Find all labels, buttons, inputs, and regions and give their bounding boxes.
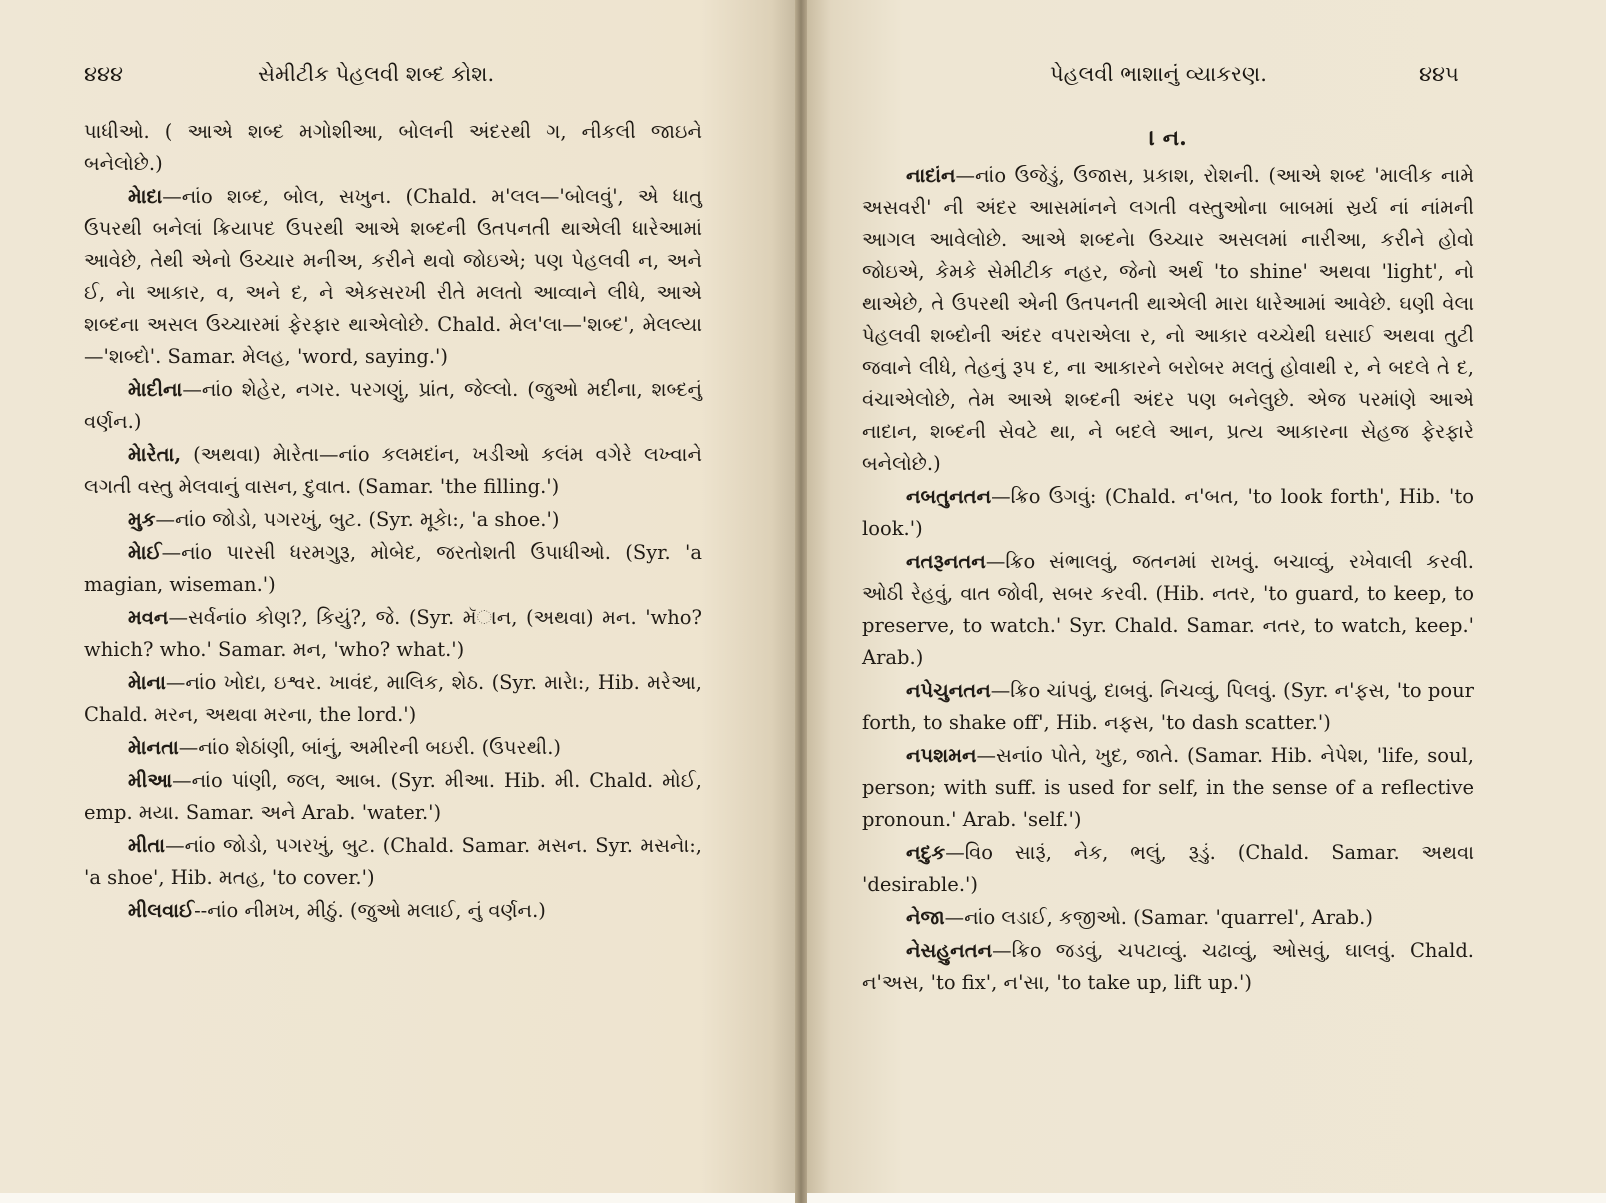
- dictionary-entry: [862, 740, 1474, 836]
- entry-text: —સર્વનાંo કોણ?, કિયું?, જે. (Syr. મૅાન, (અથવા) મન. 'who? which? who.' Samar. મન, 'who? what.'): [84, 606, 702, 661]
- dictionary-entry: [84, 374, 702, 438]
- page-body: [862, 122, 1474, 1000]
- dictionary-entry: [84, 181, 702, 373]
- entry-text: —નાંo શેહેર, નગર. પરગણું, પ્રાંત, જેલ્લો. (જુઓ મદીના, શબ્દનું વર્ણન.): [84, 378, 702, 433]
- entry-text: —નાંo ખોદા, ઇશ્વર. ખાવંદ, માલિક, શેઠ. (Syr. મારેા:, Hib. મરેઆ, Chald. મરન, અથવા મરના, the lord.'): [84, 671, 702, 726]
- dictionary-entry: [84, 732, 702, 764]
- entry-text: —વિo સારૂં, નેક, ભલું, રૂડું. (Chald. Samar. અથવા 'desirable.'): [862, 841, 1474, 896]
- section-heading: । ન.: [1149, 125, 1187, 151]
- headword: નતરૂનતન: [906, 550, 986, 573]
- entry-text: —ક્રિo ચાંપવું, દાબવું. નિચવ્વું, પિલવું. (Syr. ન'ફસ, 'to pour forth, to shake off', Hib. નફસ, 'to dash scatter.'): [862, 679, 1474, 734]
- headword: નેજા: [906, 906, 945, 929]
- dictionary-entry: [862, 935, 1474, 999]
- entry-text: પાધીઓ. ( આએ શબ્દ મગોશીઆ, બોલની અંદરથી ગ, નીકલી જાઇને બનેલોછે.): [84, 120, 702, 175]
- dictionary-entry: [84, 765, 702, 829]
- headword: મેારેતા,: [128, 443, 182, 466]
- dictionary-entry: [84, 830, 702, 894]
- entry-text: —નાંo ઉજેડું, ઉજાસ, પ્રકાશ, રોશની. (આએ શબ્દ 'માલીક નામે અસવરી' ની અંદર આસમાંનને લગતી વસ્તુઓના બાબમાં સ્રર્ય નાં નાંમની આગલ આવેલોછે. આએ શબ્દનેા ઉચ્ચાર અસલમાં નારીઆ, કરીને હોવો જોઇએ, કેમકે સેમીટીક નહર, જેનો અર્થ 'to shine' અથવા 'light', નો થાએછે, તે ઉપરથી એની ઉતપનતી થાએલી મારા ધારેઆમાં આવેછે. ઘણી વેલા પેહલવી શબ્દોની અંદર વપરાએલા ર, નો આકાર વચ્ચેથી ઘસાઈ અથવા તુટી જવાને લીધે, તેહનું રૂપ દ, ના આકારને બરોબર મલતું હોવાથી ર, ને બદલે તે દ, વંચાએલોછે, તેમ આએ શબ્દની અંદર પણ બનેલુછે. એજ પરમાંણે આએ નાદાન, શબ્દની સેવટે થા, ને બદલે આન, પ્રત્ય આકારના સેહજ ફેરફારે બનેલોછે.): [862, 164, 1474, 475]
- entry-text: —નાંo જોડો, પગરખું, બુટ. (Chald. Samar. મસન. Syr. મસનેા:, 'a shoe', Hib. મતહ, 'to cover.'): [84, 834, 702, 889]
- headword: મવન: [128, 606, 169, 629]
- dictionary-entry: [862, 837, 1474, 901]
- headword: નદુક: [906, 841, 946, 864]
- entry-text: (અથવા) મેારેતા—નાંo કલમદાંન, ખડીઓ કલંમ વગેરે લખ્વાને લગતી વસ્તુ મેલવાનું વાસન, દુવાત. (Samar. 'the filling.'): [84, 443, 702, 498]
- entry-text: —ક્રિo ઉગવું: (Chald. ન'બત, 'to look forth', Hib. 'to look.'): [862, 485, 1474, 540]
- page-number: ૪૪૪: [84, 62, 124, 86]
- dictionary-entry: [862, 675, 1474, 739]
- entry-text: —નાંo પારસી ધરમગુરૂ, મોબેદ, જરતોશતી ઉપાધીઓ. (Syr. 'a magian, wiseman.'): [84, 541, 702, 596]
- dictionary-entry: [862, 160, 1474, 480]
- headword: મીઆ: [128, 769, 173, 792]
- dictionary-entry: [862, 481, 1474, 545]
- entry-text: --નાંo નીમખ, મીઠું. (જુઓ મલાઈ, નું વર્ણન.): [194, 899, 546, 922]
- headword: મેાના: [128, 671, 166, 694]
- entry-text: —નાંo પાંણી, જલ, આબ. (Syr. મીઆ. Hib. મી. Chald. મોઈ, emp. મયા. Samar. અને Arab. 'water.'): [84, 769, 702, 824]
- dictionary-entry: [862, 546, 1474, 674]
- headword: મીતા: [128, 834, 166, 857]
- dictionary-entry: [84, 537, 702, 601]
- entry-text: —નાંo જોડો, પગરખું, બુટ. (Syr. મૂકેા:, 'a shoe.'): [155, 508, 560, 531]
- entry-text: —ક્રિo સંભાલવું, જતનમાં રાખવું. બચાવ્વું, રખેવાલી કરવી. ઓઠી રેહવું, વાત જોવી, સબર કરવી. (Hib. નતર, 'to guard, to keep, to preserve, to watch.' Syr. Chald. Samar. નતર, to watch, keep.' Arab.): [862, 550, 1474, 669]
- headword: મેાઈ: [128, 541, 162, 564]
- headword: મેાદીના: [128, 378, 183, 401]
- running-head: પેહલવી ભાશાનું વ્યાકરણ.: [1050, 62, 1267, 86]
- entry-text: —સનાંo પોતે, ખુદ, જાતે. (Samar. Hib. નેપેશ, 'life, soul, person; with suff. is used for self, in the sense of a reflective pronoun.' Arab. 'self.'): [862, 744, 1474, 831]
- right-page: [807, 0, 1606, 1203]
- headword: મેાનતા: [128, 736, 179, 759]
- dictionary-entry: [84, 116, 702, 180]
- dictionary-entry: [84, 504, 702, 536]
- left-page: [0, 0, 795, 1203]
- dictionary-entry: [84, 895, 702, 927]
- page-body: [84, 116, 702, 928]
- headword: નપેચુનતન: [906, 679, 991, 702]
- headword: મીલવાઈ: [128, 899, 195, 922]
- headword: મુક: [128, 508, 156, 531]
- dictionary-entry: [862, 902, 1474, 934]
- page-number: ૪૪૫: [1419, 62, 1459, 86]
- headword: નાદાંન: [906, 164, 956, 187]
- headword: મેાદા: [128, 185, 163, 208]
- headword: નબતુનતન: [906, 485, 992, 508]
- entry-text: —ક્રિo જડવું, ચપટાવ્વું. ચઢાવ્વું, ઓસવું, ઘાલવું. Chald. ન'અસ, 'to fix', ન'સા, 'to take up, lift up.'): [862, 939, 1474, 994]
- headword: નપશમન: [906, 744, 977, 767]
- dictionary-entry: [84, 439, 702, 503]
- headword: નેસહુનતન: [906, 939, 993, 962]
- entry-text: —નાંo શેઠાંણી, બાંનું, અમીરની બઇરી. (ઉપરથી.): [178, 736, 562, 759]
- dictionary-entry: [84, 602, 702, 666]
- entry-text: —નાંo શબ્દ, બોલ, સખુન. (Chald. મ'લલ—'બોલવું', એ ધાતુ ઉપરથી બનેલાં ક્રિયાપદ ઉપરથી આએ શબ્દની ઉતપનતી થાએલી ધારેઆમાં આવેછે, તેથી એનો ઉચ્ચાર મનીઅ, કરીને થવો જોઇએ; પણ પેહલવી ન, અને ઈ, નેા આકાર, વ, અને દ, ને એકસરખી રીતે મલતો આવ્વાને લીધે, આએ શબ્દના અસલ ઉચ્ચારમાં ફેરફાર થાએલોછે. Chald. મેલ'લા—'શબ્દ', મેલલ્યા—'શબ્દો'. Samar. મેલહ, 'word, saying.'): [84, 185, 702, 368]
- running-head: સેમીટીક પેહલવી શબ્દ કોશ.: [258, 62, 495, 86]
- entry-text: —નાંo લડાઈ, કજીઓ. (Samar. 'quarrel', Arab.): [944, 906, 1373, 929]
- dictionary-entry: [84, 667, 702, 731]
- book-gutter: [795, 0, 807, 1203]
